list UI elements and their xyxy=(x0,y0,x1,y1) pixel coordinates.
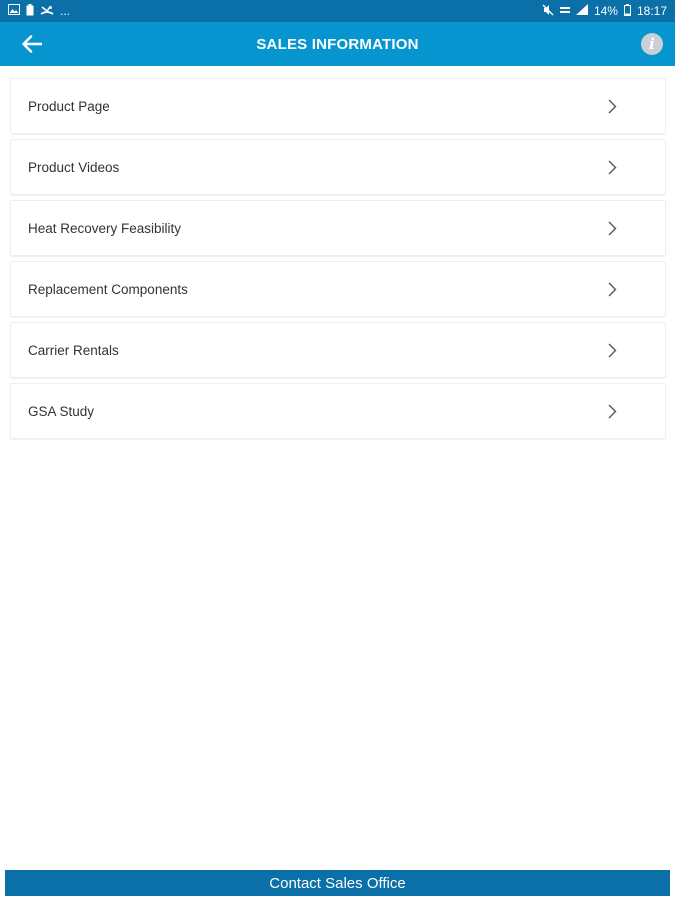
network-4g-icon xyxy=(560,4,570,19)
page-title: SALES INFORMATION xyxy=(256,35,419,53)
status-right xyxy=(542,4,667,19)
info-icon: i xyxy=(649,35,655,53)
gallery-icon xyxy=(8,4,20,18)
chevron-right-icon xyxy=(608,404,617,419)
menu-item-label: Replacement Components xyxy=(28,281,188,297)
menu-item-label: Heat Recovery Feasibility xyxy=(28,220,182,236)
chevron-right-icon xyxy=(608,160,617,175)
menu-item-label: Product Page xyxy=(28,98,110,114)
notification-more: ... xyxy=(60,4,71,18)
contact-sales-office-label: Contact Sales Office xyxy=(269,874,406,892)
clock: 18:17 xyxy=(636,4,667,18)
back-button[interactable] xyxy=(18,30,46,58)
sales-menu-list xyxy=(10,78,666,444)
chevron-right-icon xyxy=(608,343,617,358)
battery-icon xyxy=(624,4,631,19)
menu-item-gsa-study[interactable] xyxy=(10,383,666,439)
menu-item-product-videos[interactable] xyxy=(10,139,666,195)
battery-percent: 14% xyxy=(593,4,618,18)
chevron-right-icon xyxy=(608,282,617,297)
battery-saver-icon xyxy=(26,4,34,19)
status-left xyxy=(8,4,70,19)
menu-item-product-page[interactable] xyxy=(10,78,666,134)
app-bar xyxy=(0,22,675,66)
menu-item-label: Carrier Rentals xyxy=(28,342,119,358)
arrow-left-icon xyxy=(22,35,42,53)
menu-item-label: GSA Study xyxy=(28,403,95,419)
chevron-right-icon xyxy=(608,221,617,236)
chevron-right-icon xyxy=(608,99,617,114)
missed-call-icon xyxy=(40,4,54,19)
status-bar xyxy=(0,0,675,22)
contact-sales-office-button[interactable] xyxy=(5,870,670,896)
menu-item-heat-recovery-feasibility[interactable] xyxy=(10,200,666,256)
signal-icon xyxy=(576,4,588,18)
menu-item-carrier-rentals[interactable] xyxy=(10,322,666,378)
info-button[interactable] xyxy=(641,33,663,55)
menu-item-label: Product Videos xyxy=(28,159,120,175)
menu-item-replacement-components[interactable] xyxy=(10,261,666,317)
mute-icon xyxy=(542,4,554,19)
